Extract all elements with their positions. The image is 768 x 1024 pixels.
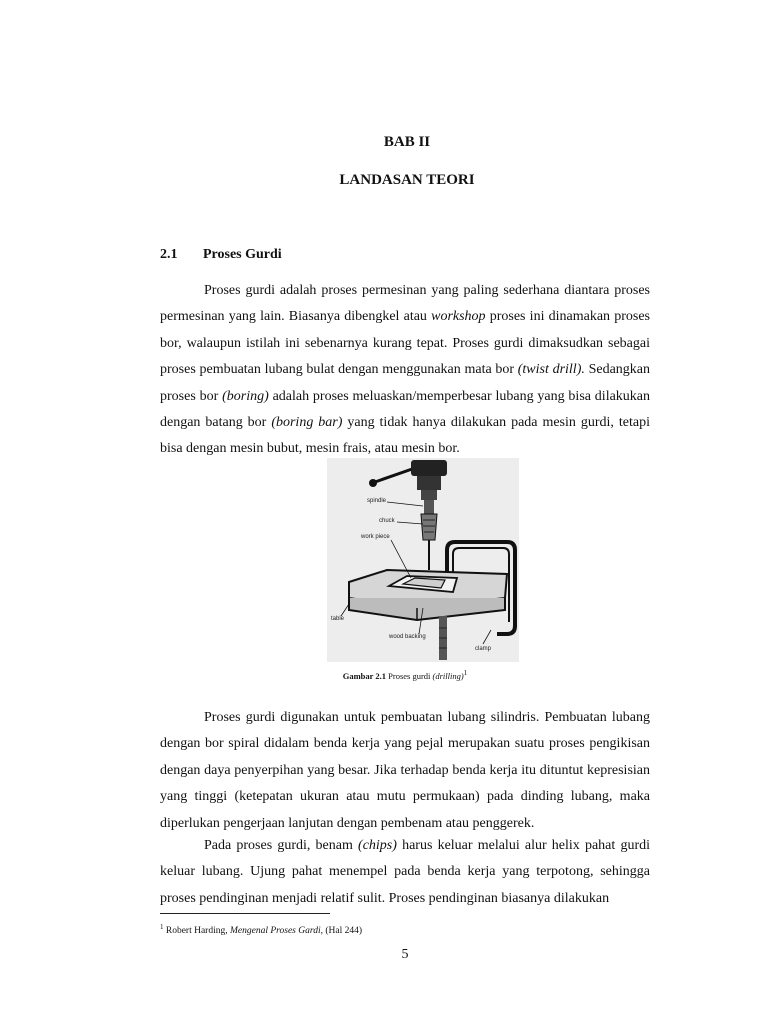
chapter-label: BAB II	[383, 134, 431, 150]
label-chuck: chuck	[379, 518, 395, 524]
label-table: table	[331, 616, 345, 622]
label-clamp: clamp	[475, 646, 492, 652]
drilling-figure	[327, 458, 519, 662]
label-work-piece: work piece	[361, 534, 390, 540]
label-spindle: spindle	[367, 498, 387, 504]
footnote-divider	[160, 913, 330, 914]
section-number: 2.1	[160, 247, 178, 262]
paragraph-1: Proses gurdi adalah proses permesinan yang paling sederhana diantara proses permesinan yang lain. Biasanya dibengkel atau workshop proses ini dinamakan proses bor, walaupun istilah ini sebenarnya kurang tepat. Proses gurdi dimaksudkan sebagai proses pembuatan lubang bulat dengan menggunakan mata bor (twist drill). Sedangkan proses bor (boring) adalah proses meluaskan/memperbesar lubang yang bisa dilakukan dengan batang bor (boring bar) yang tidak hanya dilakukan pada mesin gurdi, tetapi bisa dengan mesin bubut, mesin frais, atau mesin bor.	[160, 283, 651, 457]
section-heading	[160, 247, 282, 263]
figure-caption: Gambar 2.1 Proses gurdi (drilling)$^1$	[342, 669, 468, 681]
paragraph-3: Pada proses gurdi, benam (chips) harus keluar melalui alur helix pahat gurdi keluar lubang. Ujung pahat menempel pada benda kerja yang terpotong, sehingga proses pendinginan menjadi relatif sulit. Proses pendinginan biasanya dilakukan	[160, 838, 651, 906]
page-number: 5	[401, 947, 409, 962]
paragraph-2: Proses gurdi digunakan untuk pembuatan lubang silindris. Pembuatan lubang dengan bor spiral didalam benda kerja yang pejal merupakan suatu proses pengikisan dengan daya penyerpihan yang besar. Jika terhadap benda kerja itu dituntut kepresisian yang tinggi (ketepatan ukuran atau mutu permukaan) pada dinding lubang, maka diperlukan pengerjaan lanjutan dengan pembenam atau penggerek.	[160, 710, 650, 831]
footnote: $^1$ Robert Harding, Mengenal Proses Gardi, (Hal 244)	[160, 923, 363, 937]
chapter-title: LANDASAN TEORI	[339, 172, 475, 188]
drill-press-illustration	[327, 458, 519, 662]
section-title: Proses Gurdi	[203, 247, 282, 262]
label-wood-backing: wood backing	[389, 634, 426, 640]
